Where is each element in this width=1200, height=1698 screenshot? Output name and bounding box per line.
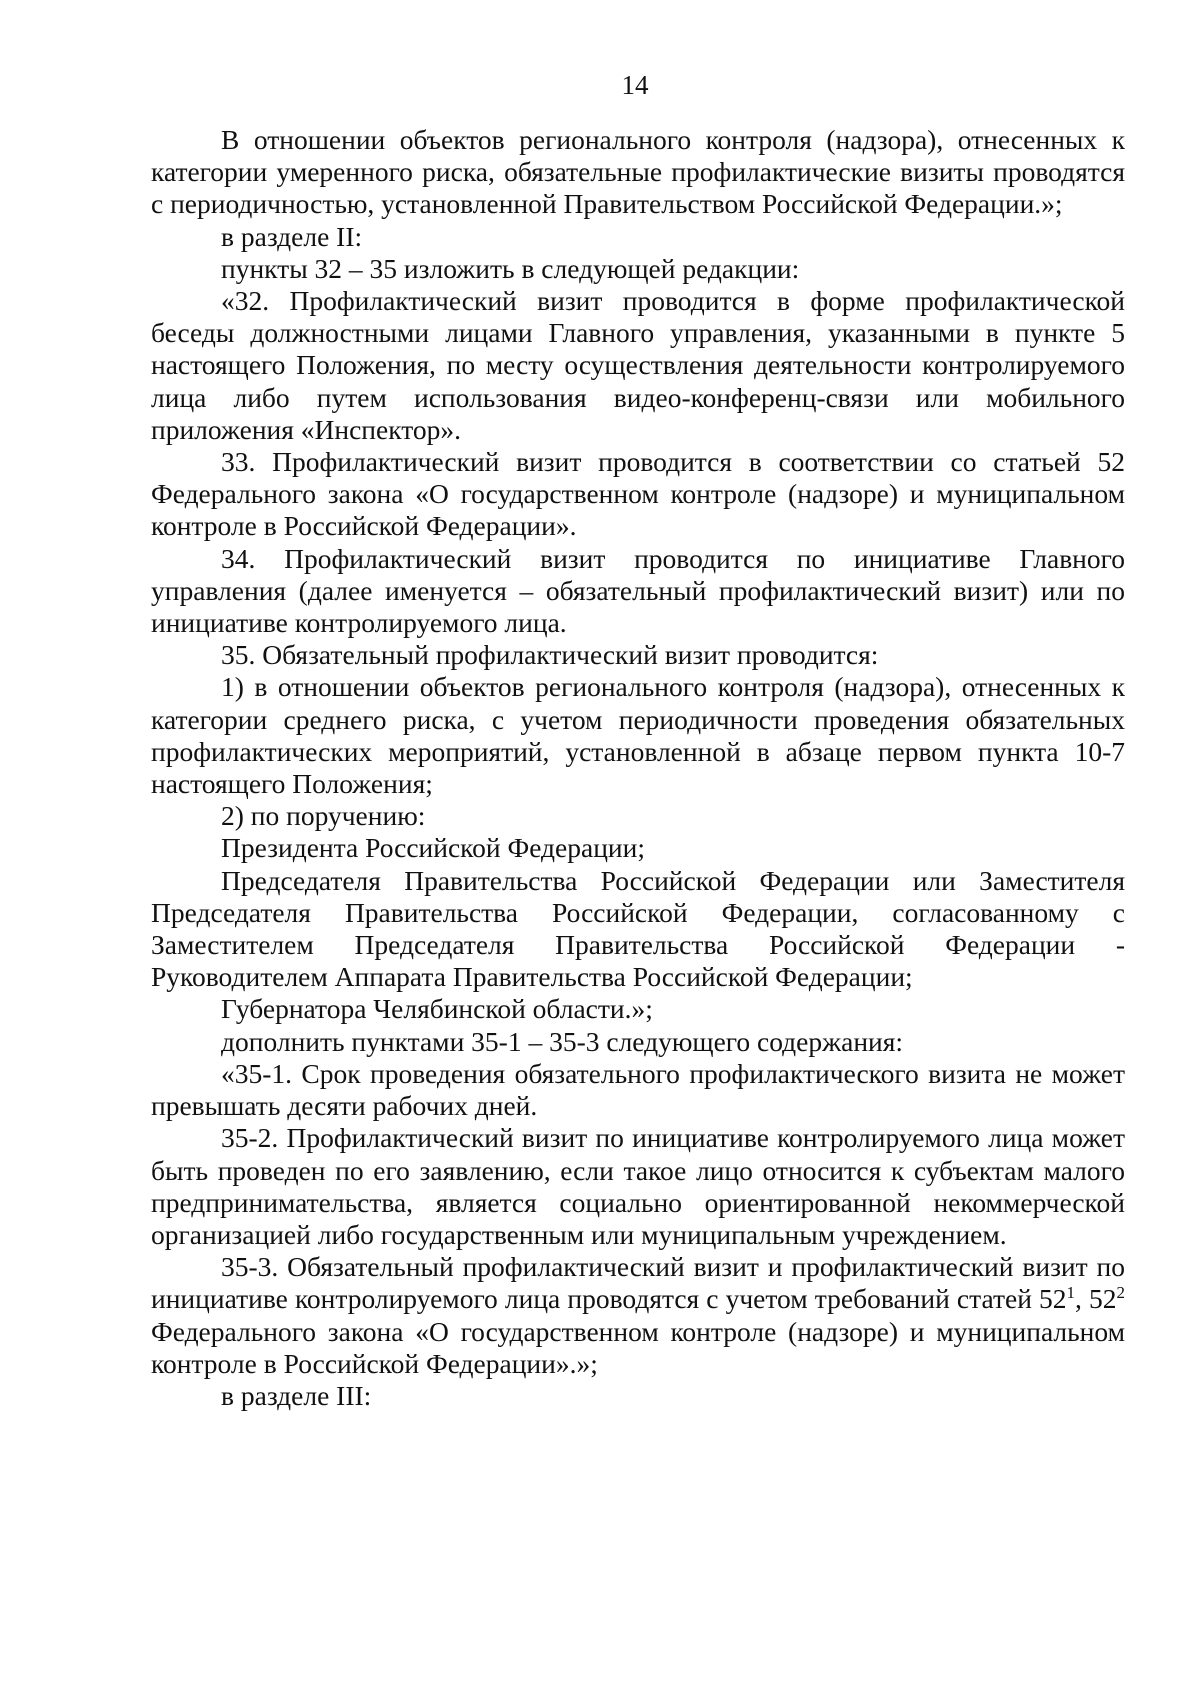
paragraph: Губернатора Челябинской области.»; <box>221 993 653 1025</box>
paragraph: Председателя Правительства Российской Федерации или Заместителя Председателя Правительства Российской Федерации, согласованному с Заместителем Председателя Правительства Российской Федерации - <box>151 864 1125 961</box>
document-body <box>151 124 1125 1412</box>
paragraph: 35-2. Профилактический визит по инициативе контролируемого лица может быть проведен по его заявлению, если такое лицо относится к субъектам малого предпринимательства, является социально ориентированной некоммерческой организацией либо государственным или муниципальным учреждением. <box>151 1122 1125 1250</box>
paragraph: 1) в отношении объектов регионального контроля (надзора), отнесенных к категории среднего риска, с учетом периодичности проведения обязательных профилактических мероприятий, установленной в абзаце первом пункта 10-7 настоящего Положения; <box>151 671 1125 800</box>
paragraph: 2) по поручению: <box>221 800 426 832</box>
paragraph: Президента Российской Федерации; <box>221 832 645 864</box>
paragraph: в разделе III: <box>221 1379 372 1411</box>
paragraph <box>151 1251 1125 1380</box>
paragraph: «32. Профилактический визит проводится в форме профилактической беседы должностными лицами Главного управления, указанными в пункте 5 настоящего Положения, по месту осуществления деятельности контролируемого лица либо путем использования видео-конференц-связи или мобильного приложения «Инспектор». <box>151 285 1125 445</box>
paragraph: «35-1. Срок проведения обязательного профилактического визита не может превышать десяти рабочих дней. <box>151 1057 1125 1122</box>
paragraph-text: Федерального закона «О государственном контроле (надзоре) и муниципальном контроле в Российской Федерации».»; <box>151 1315 1125 1379</box>
superscript: 1 <box>1066 1283 1076 1303</box>
paragraph: 33. Профилактический визит проводится в соответствии со статьей 52 Федерального закона «О государственном контроле (надзоре) и муниципальном контроле в Российской Федерации». <box>151 446 1125 542</box>
paragraph-text: 35-3. Обязательный профилактический визит и профилактический визит по инициативе контролируемого лица проводятся с учетом требований статей 52 <box>151 1251 1125 1315</box>
paragraph: В отношении объектов регионального контроля (надзора), отнесенных к категории умеренного риска, обязательные профилактические визиты проводятся с периодичностью, установленной Правительством Российской Федерации.»; <box>151 124 1125 220</box>
paragraph: Руководителем Аппарата Правительства Российской Федерации; <box>151 961 913 993</box>
paragraph: 34. Профилактический визит проводится по инициативе Главного управления (далее именуется – обязательный профилактический визит) или по инициативе контролируемого лица. <box>151 542 1125 639</box>
paragraph-text: , 52 <box>1075 1283 1117 1315</box>
paragraph: в разделе II: <box>221 220 363 252</box>
superscript: 2 <box>1116 1283 1125 1303</box>
page-number: 14 <box>621 70 649 100</box>
paragraph: дополнить пунктами 35-1 – 35-3 следующего содержания: <box>221 1025 904 1057</box>
paragraph: пункты 32 – 35 изложить в следующей редакции: <box>221 252 800 284</box>
paragraph: 35. Обязательный профилактический визит проводится: <box>221 639 879 671</box>
